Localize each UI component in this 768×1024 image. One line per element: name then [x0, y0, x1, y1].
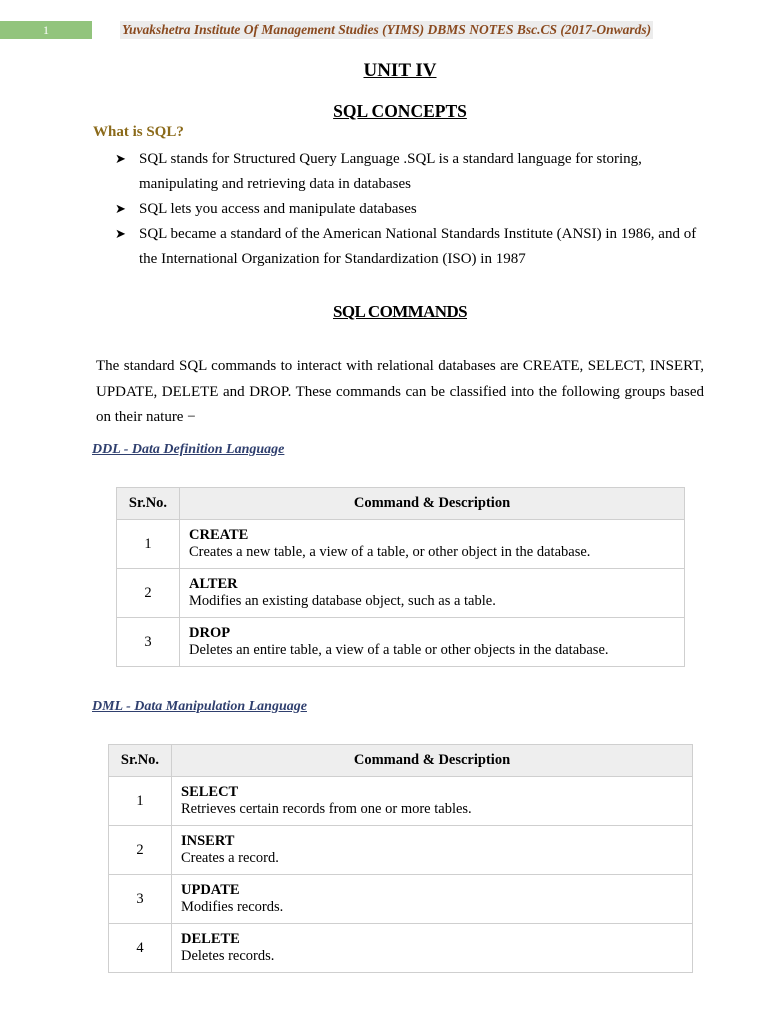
command-cell — [172, 777, 693, 826]
command-name: UPDATE — [181, 882, 240, 898]
unit-title: UNIT IV — [363, 60, 437, 81]
row-number: 1 — [109, 777, 172, 826]
command-name: DROP — [189, 625, 231, 641]
command-cell — [180, 569, 685, 618]
bullet-text: SQL stands for Structured Query Language .SQL is a standard language for storing, manipulating and retrieving data in databases — [139, 151, 642, 192]
command-cell — [180, 618, 685, 667]
column-header-command: Command & Description — [172, 745, 693, 777]
command-name: SELECT — [181, 784, 239, 800]
command-cell — [172, 875, 693, 924]
bullet-text: SQL lets you access and manipulate databases — [139, 201, 417, 217]
command-description: Deletes records. — [181, 948, 275, 964]
command-cell — [172, 826, 693, 875]
what-is-sql-list — [115, 147, 715, 272]
ddl-table — [116, 487, 685, 667]
table-row — [109, 924, 693, 973]
row-number: 3 — [109, 875, 172, 924]
column-header-srno: Sr.No. — [109, 745, 172, 777]
command-description: Creates a record. — [181, 850, 279, 866]
running-head: Yuvakshetra Institute Of Management Studies (YIMS) DBMS NOTES Bsc.CS (2017-Onwards) — [122, 22, 652, 37]
command-description: Creates a new table, a view of a table, or other object in the database. — [189, 544, 591, 560]
what-is-sql-heading: What is SQL? — [93, 124, 184, 140]
command-cell — [172, 924, 693, 973]
table-row — [109, 777, 693, 826]
page-header — [0, 21, 768, 39]
bullet-text: SQL became a standard of the American National Standards Institute (ANSI) in 1986, and of the International Organization for Standardization (ISO) in 1987 — [139, 226, 697, 267]
command-name: DELETE — [181, 931, 240, 947]
table-row — [117, 520, 685, 569]
table-row — [117, 618, 685, 667]
table-row — [117, 569, 685, 618]
arrow-bullet-icon: ➤ — [115, 152, 126, 167]
commands-title: SQL COMMANDS — [332, 302, 467, 321]
concepts-title: SQL CONCEPTS — [333, 101, 467, 121]
row-number: 4 — [109, 924, 172, 973]
arrow-bullet-icon: ➤ — [115, 227, 126, 242]
command-name: INSERT — [181, 833, 235, 849]
page-number: 1 — [0, 21, 92, 39]
command-description: Deletes an entire table, a view of a table or other objects in the database. — [189, 642, 609, 658]
command-cell — [180, 520, 685, 569]
table-header-row — [117, 488, 685, 520]
dml-heading-link[interactable]: DML - Data Manipulation Language — [92, 699, 307, 714]
bullet-item — [115, 147, 715, 197]
table-header-row — [109, 745, 693, 777]
command-name: ALTER — [189, 576, 238, 592]
arrow-bullet-icon: ➤ — [115, 202, 126, 217]
command-description: Modifies records. — [181, 899, 284, 915]
command-name: CREATE — [189, 527, 249, 543]
row-number: 3 — [117, 618, 180, 667]
row-number: 2 — [109, 826, 172, 875]
table-row — [109, 826, 693, 875]
row-number: 1 — [117, 520, 180, 569]
bullet-item — [115, 197, 715, 222]
command-description: Retrieves certain records from one or more tables. — [181, 801, 472, 817]
dml-table — [108, 744, 693, 973]
column-header-srno: Sr.No. — [117, 488, 180, 520]
bullet-item — [115, 222, 715, 272]
row-number: 2 — [117, 569, 180, 618]
column-header-command: Command & Description — [180, 488, 685, 520]
table-row — [109, 875, 693, 924]
intro-paragraph: The standard SQL commands to interact with relational databases are CREATE, SELECT, INSERT, UPDATE, DELETE and DROP. These commands can be classified into the following groups based on their nature − — [96, 358, 704, 425]
command-description: Modifies an existing database object, such as a table. — [189, 593, 496, 609]
ddl-heading-link[interactable]: DDL - Data Definition Language — [92, 442, 285, 457]
